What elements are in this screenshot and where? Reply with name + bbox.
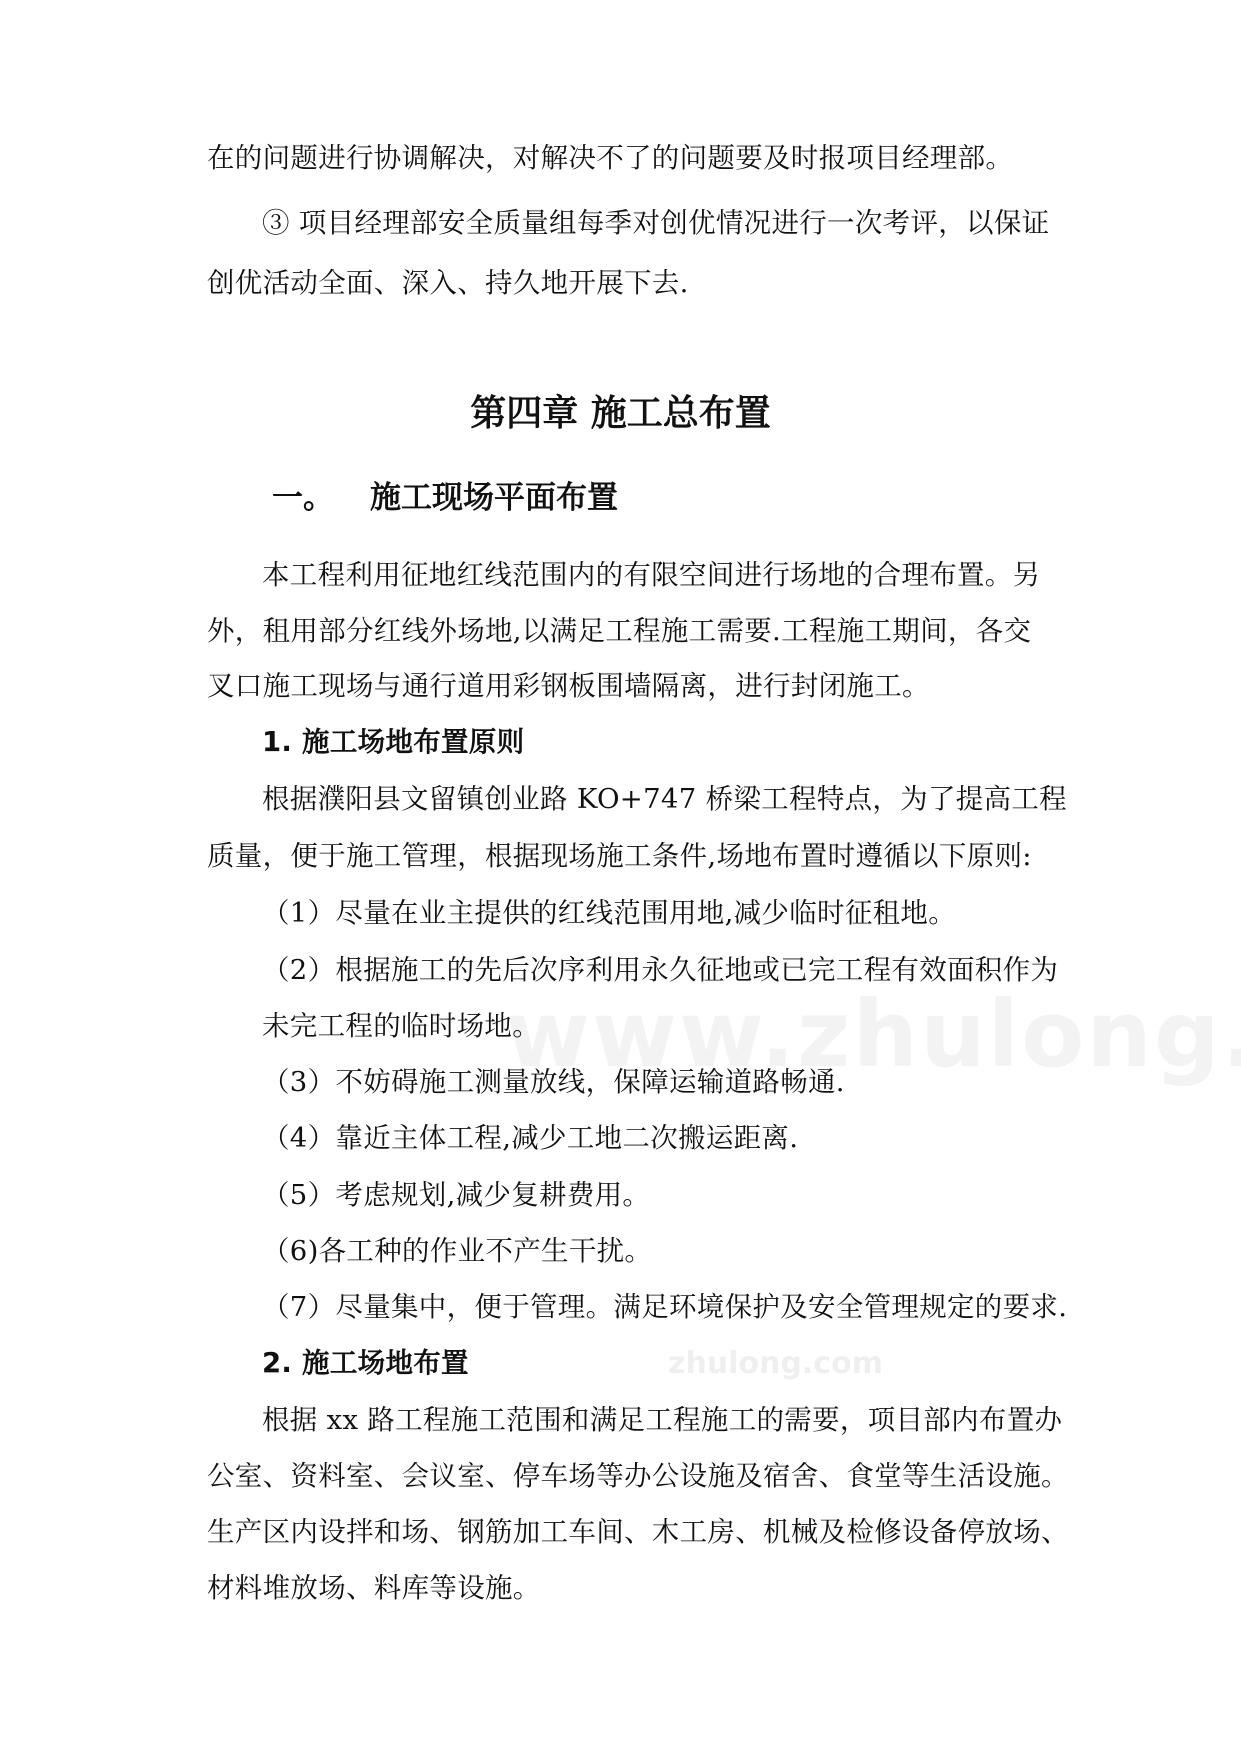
principle-item-5: （5）考虑规划,减少复耕费用。: [262, 1179, 651, 1211]
section-paragraph-line-2: 外，租用部分红线外场地,以满足工程施工需要.工程施工期间，各交: [207, 615, 1032, 647]
chapter-title: 第四章 施工总布置: [470, 393, 771, 434]
section-heading: [272, 478, 618, 518]
subsection-1-heading: 1. 施工场地布置原则: [262, 726, 525, 758]
subsection-1-paragraph-line-2: 质量，便于施工管理，根据现场施工条件,场地布置时遵循以下原则:: [207, 840, 1032, 872]
paragraph-continuation-line: 在的问题进行协调解决，对解决不了的问题要及时报项目经理部。: [207, 142, 1014, 174]
watermark-large: [505, 985, 1241, 1085]
section-title: 施工现场平面布置: [370, 480, 618, 516]
section-paragraph-line-3: 叉口施工现场与通行道用彩钢板围墙隔离，进行封闭施工。: [207, 670, 930, 702]
subsection-2-paragraph-line-1: 根据 xx 路工程施工范围和满足工程施工的需要，项目部内布置办: [262, 1404, 1063, 1436]
subsection-2-heading: 2. 施工场地布置: [262, 1347, 469, 1379]
principle-item-6: （6)各工种的作业不产生干扰。: [262, 1235, 653, 1267]
principle-item-4: （4）靠近主体工程,减少工地二次搬运距离.: [262, 1122, 799, 1154]
subsection-1-paragraph-line-1: 根据濮阳县文留镇创业路 KO+747 桥梁工程特点，为了提高工程: [262, 783, 1067, 815]
principle-item-7: （7）尽量集中，便于管理。满足环境保护及安全管理规定的要求.: [262, 1291, 1068, 1323]
subsection-2-paragraph-line-2: 公室、资料室、会议室、停车场等办公设施及宿舍、食堂等生活设施。: [207, 1460, 1069, 1492]
section-number: 一。: [272, 480, 334, 516]
watermark-small: zhulong.com: [668, 1346, 883, 1381]
item-3-line-2: 创优活动全面、深入、持久地开展下去.: [207, 267, 689, 299]
subsection-2-paragraph-line-3: 生产区内设拌和场、钢筋加工车间、木工房、机械及检修设备停放场、: [207, 1516, 1069, 1548]
subsection-2-paragraph-line-4: 材料堆放场、料库等设施。: [207, 1572, 541, 1604]
principle-item-2-line-1: （2）根据施工的先后次序利用永久征地或已完工程有效面积作为: [262, 954, 1059, 986]
item-3-line-1: ③ 项目经理部安全质量组每季对创优情况进行一次考评，以保证: [262, 207, 1050, 239]
section-paragraph-line-1: 本工程利用征地红线范围内的有限空间进行场地的合理布置。另: [262, 559, 1041, 591]
principle-item-1: （1）尽量在业主提供的红线范围用地,减少临时征租地。: [262, 897, 957, 929]
principle-item-2-line-2: 未完工程的临时场地。: [262, 1010, 540, 1042]
principle-item-3: （3）不妨碍施工测量放线，保障运输道路畅通.: [262, 1066, 845, 1098]
